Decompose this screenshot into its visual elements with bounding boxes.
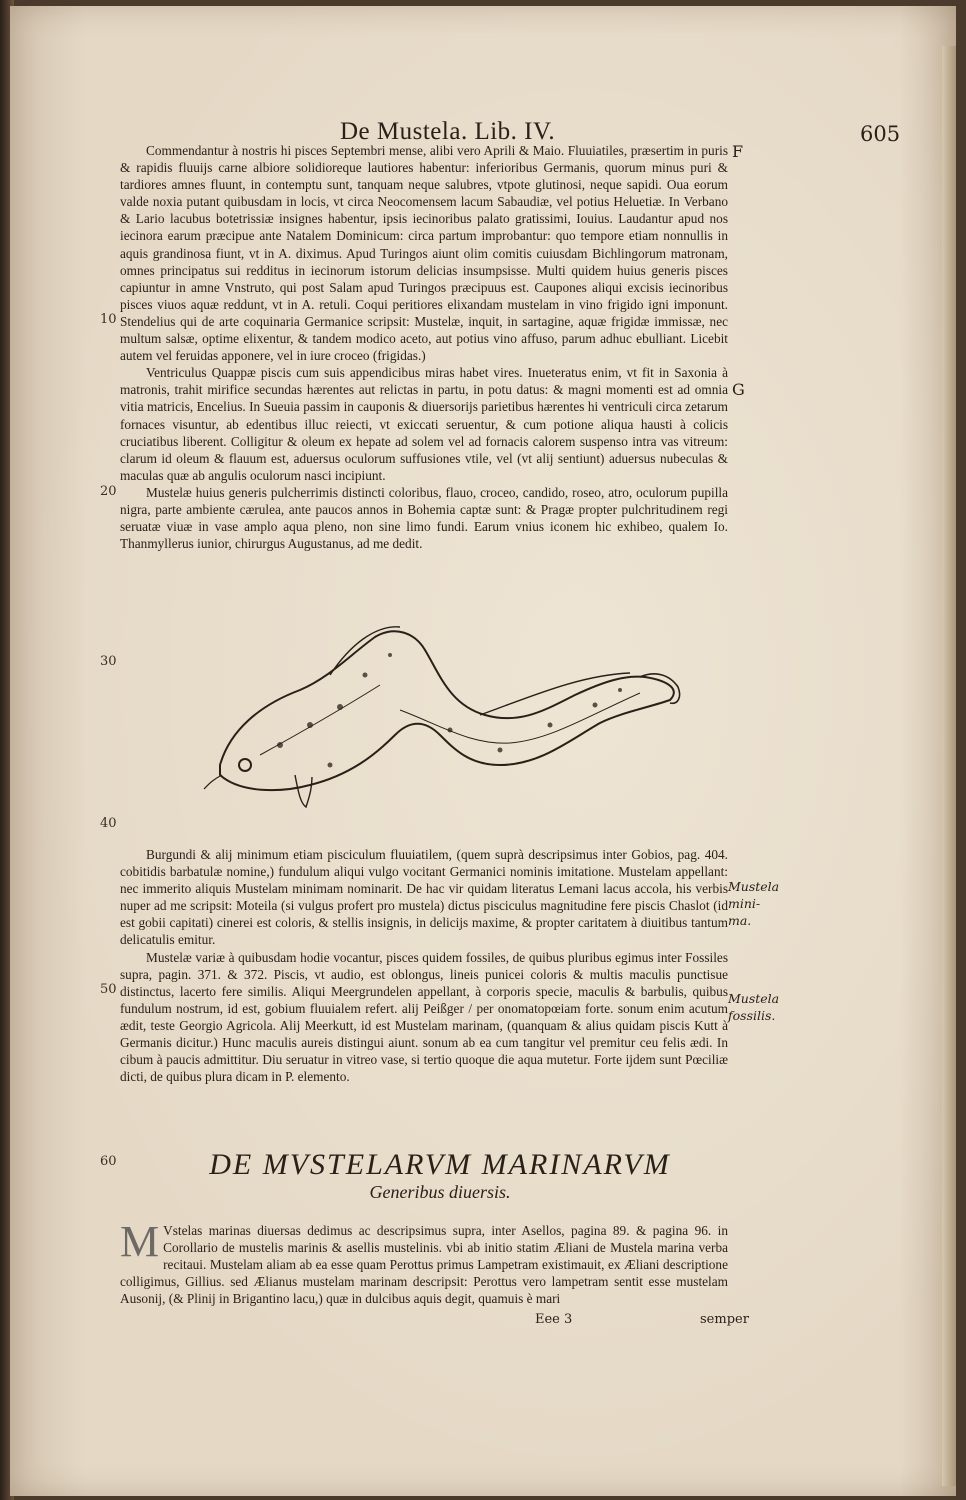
- section-title: DE MVSTELARVM MARINARVM: [209, 1148, 671, 1181]
- drop-capital: M: [120, 1217, 160, 1266]
- text-block-top: [120, 142, 728, 552]
- line-number-60: 60: [100, 1154, 117, 1169]
- paragraph: Ventriculus Quappæ piscis cum suis appendicibus miras habet vires. Inueteratus enim, vt fit in Saxonia à matronis, trahit mirifice secundas hærentes aut relictas in partu, in potu datus: & magni momenti est ad omnia vitia matricis, Encelius. In Sueuia passim in cauponis & diuersorijs parietibus hærentes hi ventriculi circa zetarum fornaces visuntur, ab edentibus illuc reiecti, vt exiccati seruentur, & cum potione aliqua hausti à colicis cruciatibus liberent. Colligitur & oleum ex hepate ad solem vel ad fornacis calorem suspenso intra vas vitreum: clarum id oleum & flauum est, aduersus oculorum suffusiones vtile, vel (vt alij sentiunt) aduersus nubeculas & maculas quæ ab angulis oculorum nasci incipiunt.: [120, 365, 728, 483]
- margin-note-minima: Mustela mini- ma.: [728, 879, 780, 928]
- text-block-middle: [120, 846, 728, 1085]
- signature-mark: Eee 3: [535, 1312, 573, 1327]
- fish-dorsal-fin: [330, 627, 630, 715]
- paragraph: Vstelas marinas diuersas dedimus ac descripsimus supra, inter Asellos, pagina 89. & pagina 96. in Corollario de mustelis marinis & asellis mustelinis. vbi ab initio statim Æliani de Mustela marina verba recitaui. Mustelam aliam ab ea esse quam Perottus primus Lampetram existimauit, ex Æliani descriptione colligimus, Gillius. sed Ælianus mustelam marinam descripsit: Perottus vero lampetram sentit esse mustelam Ausonij, (& Plinij in Brigantino lacu,) quæ in dulcibus aquis degit, quamuis è mari: [120, 1223, 728, 1307]
- fish-body-outline: [220, 631, 674, 790]
- paragraph: Burgundi & alij minimum etiam pisciculum fluuiatilem, (quem suprà descripsimus inter Gobios, pag. 404. cobitidis barbatulæ nomine,) fundulum aliqui vulgo vocitant Germanici nominis imitatione. Mustelam appellant: nec immerito aliquis Mustelam minimam nominarit. De hac vir quidam literatus Lemani lacus accola, his verbis nuper ad me scripsit: Moteila (si vulgus profert pro mustela) dictus pisciculus magnitudine fere piscis Chaslot (id est gobii capitati) cinerei est coloris, & stellis insignis, in delicijs maxime, & propter caritatem à diuitibus tantum delicatulis emitur.: [120, 847, 728, 948]
- paragraph: Mustelæ huius generis pulcherrimis distincti coloribus, flauo, croceo, candido, roseo, atro, oculorum pupilla nigra, parte ambiente cærulea, ante paucos annos in Bohemia captæ sunt: & Pragæ propter pulchritudinem regi seruatæ viuæ in vase amplo aqua pleno, non sine limo fundi. Earum vnius iconem hic exhibeo, qualem Io. Thanmyllerus iunior, chirurgus Augustanus, ad me dedit.: [120, 484, 728, 552]
- paragraph: Commendantur à nostris hi pisces Septembri mense, alibi vero Aprili & Maio. Fluuiatiles, præsertim in puris & rapidis fluuijs carne albiore solidioreque lautiores habentur: inferioribus Germanis, quorum minus puri & tardiores amnes fluunt, in contemptu sunt, tanquam neque salubres, vtpote glutinosi, neque sapidi. Oua eorum valde noxia putant quibusdam in locis, vt circa Neocomensem lacum Sabaudiæ, vel potius Heluetiæ. In Verbano & Lario lacubus botetrissiæ insignes habentur, ipsis iecinoribus palato gratissimi, Iouius. Laudantur apud nos iecinora earum præcipue ante Natalem Dominicum: circa partum improbantur: quo tempore etiam nonnullis in aquis grandinosa fiunt, vt in A. diximus. Apud Turingos aiunt olim comitis cuiusdam Bichlingorum matronam, omnes principatus sui redditus in iecinorum istorum delicias insumpsisse. Multi quidem huius generis pisces capiuntur in amne Vnstruto, qui post Salam apud Turingos præcipuus est. Caupones aliqui excisis iecinoribus pisces viuos aquæ reddunt, vt in A. retuli. Coqui peritiores elixandam mustelam in vino frigido igni imponunt. Stendelius qui de arte coquinaria Germanice scripsit: Mustelæ, inquit, in sartagine, aquæ frigidæ immissæ, nec multum salsæ, optime elixentur, & tandem modico aceto, aut potius vino affuso, parum adhuc ebulliant. Licebit autem vel feruidas apponere, vel in iure croceo (frigidas.): [120, 143, 728, 364]
- margin-letter-f: F: [732, 142, 744, 161]
- margin-letter-g: G: [732, 380, 745, 399]
- page-stack-edge: [942, 46, 956, 1486]
- margin-note-fossilis: Mustela fossilis.: [728, 991, 780, 1023]
- line-number-10: 10: [100, 312, 117, 327]
- paragraph: Mustelæ variæ à quibusdam hodie vocantur, pisces quidem fossiles, de quibus pluribus egimus inter Fossiles supra, pagin. 371. & 372. Piscis, vt audio, est oblongus, lineis punicei coloris & multis maculis punctisue distinctus, lacerto fere similis. Aliqui Meergrundelen appellant, à corporis specie, maculis & barbulis, quibus fundulum nostrum, id est, gobium fluuialem refert. alij Peißger / per onomatopœiam forte. sonum enim acutum ædit, teste Georgio Agricola. Alij Meerkutt, id est Mustelam marinam, (quanquam & alius quidam piscis Kutt à Germanis dicitur.) Hunc maculis aureis distingui aiunt. sonum ab ea cum tangitur vel premitur ceu felis ædi. In cibum à paucis admittitur. Diu seruatur in vitreo vase, si tertio quoque die aqua mutetur. Forte ijdem sunt Pœciliæ dicti, de quibus plura dicam in P. elemento.: [120, 949, 728, 1085]
- fish-pectoral-fin: [295, 775, 312, 807]
- section-subtitle: Generibus diuersis.: [369, 1182, 511, 1202]
- fish-eye: [239, 759, 251, 771]
- line-number-20: 20: [100, 484, 117, 499]
- line-number-50: 50: [100, 982, 117, 997]
- catchword: semper: [700, 1312, 749, 1327]
- text-block-bottom: [120, 1217, 728, 1307]
- running-header: De Mustela. Lib. IV.: [340, 118, 556, 145]
- line-number-30: 30: [100, 654, 117, 669]
- fish-woodcut-illustration: [200, 615, 700, 815]
- fish-spots: [277, 653, 622, 768]
- page-number: 605: [860, 122, 901, 146]
- line-number-40: 40: [100, 816, 117, 831]
- fish-barbel: [204, 775, 222, 789]
